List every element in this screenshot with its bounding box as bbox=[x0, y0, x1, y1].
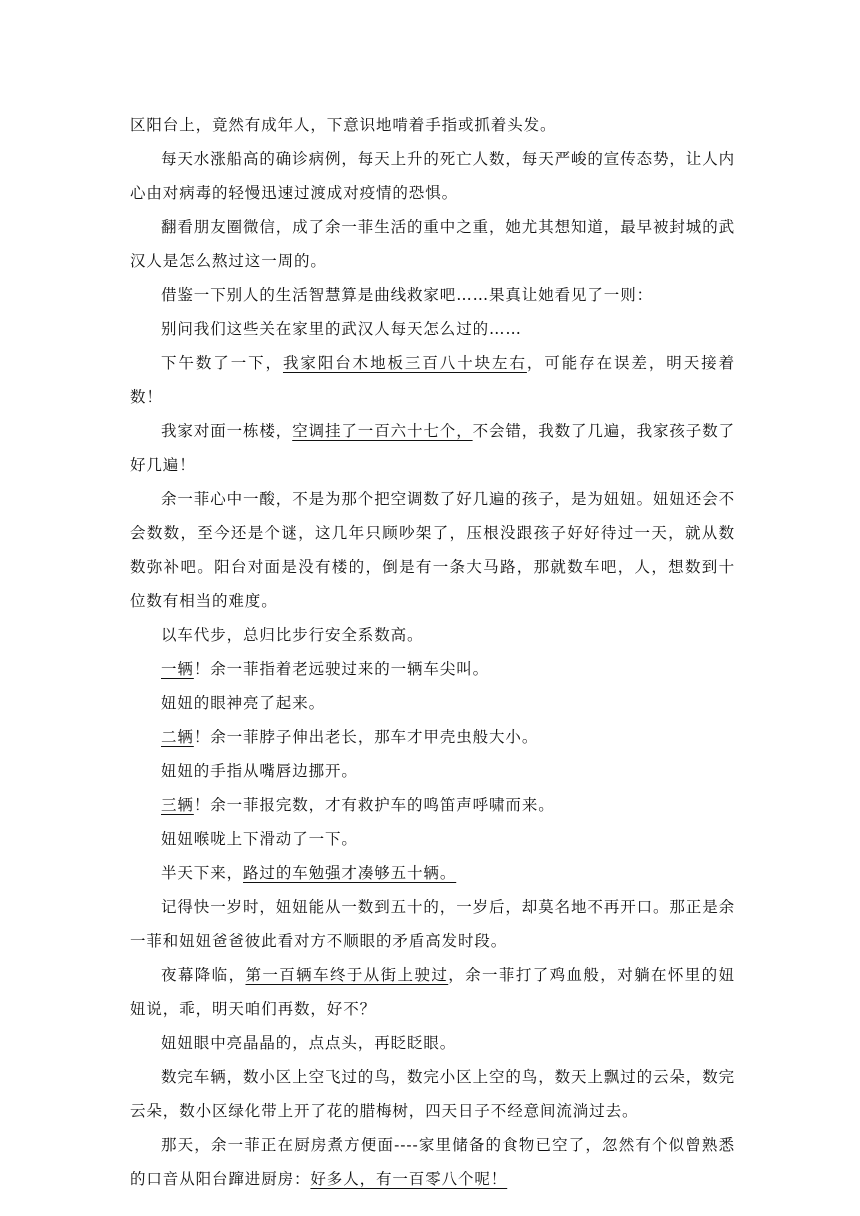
text-run: 翻看朋友圈微信，成了余一菲生活的重中之重，她尤其想知道，最早被封城的武汉人是怎么熬过这一周的。 bbox=[130, 218, 736, 270]
text-run: ！余一菲脖子伸出老长，那车才甲壳虫般大小。 bbox=[193, 728, 539, 746]
text-run: 那天，余一菲正在厨房煮方便面----家里储备的食物已空了，忽然有个似曾熟悉的口音从阳台蹿进厨房： bbox=[130, 1136, 735, 1188]
paragraph bbox=[130, 856, 735, 890]
paragraph bbox=[130, 1128, 735, 1196]
text-run: 余一菲心中一酸，不是为那个把空调数了好几遍的孩子，是为妞妞。妞妞还会不会数数，至今还是个谜，这几年只顾吵架了，压根没跟孩子好好待过一天，就从数数弥补吧。阳台对面是没有楼的，倒是有一条大马路，那就数车吧，人，想数到十位数有相当的难度。 bbox=[130, 490, 736, 610]
underlined-text: 好多人，有一百零八个呢！ bbox=[310, 1170, 508, 1188]
text-run: ！余一菲指着老远驶过来的一辆车尖叫。 bbox=[193, 660, 490, 678]
paragraph bbox=[130, 1060, 735, 1128]
text-run: 数完车辆，数小区上空飞过的鸟，数完小区上空的鸟，数天上飘过的云朵，数完云朵，数小区绿化带上开了花的腊梅树，四天日子不经意间流淌过去。 bbox=[130, 1068, 736, 1120]
underlined-text: 路过的车勉强才凑够五十辆。 bbox=[243, 864, 457, 882]
paragraph bbox=[130, 652, 735, 686]
text-run: 我家对面一栋楼， bbox=[161, 422, 293, 440]
paragraph bbox=[130, 890, 735, 958]
text-run: 夜幕降临， bbox=[161, 966, 246, 984]
document-body bbox=[130, 108, 735, 1196]
underlined-text: 三辆 bbox=[161, 796, 194, 814]
text-run: 不会错，我数了几遍，我家孩子数了好几遍！ bbox=[130, 422, 736, 474]
paragraph bbox=[130, 822, 735, 856]
paragraph bbox=[130, 720, 735, 754]
paragraph bbox=[130, 958, 735, 1026]
text-run: 借鉴一下别人的生活智慧算是曲线救家吧……果真让她看见了一则： bbox=[161, 286, 654, 304]
paragraph bbox=[130, 278, 735, 312]
text-run: 区阳台上，竟然有成年人，下意识地啃着手指或抓着头发。 bbox=[130, 116, 557, 134]
text-run: 下午数了一下， bbox=[161, 354, 283, 372]
text-run: 别问我们这些关在家里的武汉人每天怎么过的…… bbox=[161, 320, 522, 338]
paragraph bbox=[130, 618, 735, 652]
paragraph bbox=[130, 686, 735, 720]
paragraph bbox=[130, 1026, 735, 1060]
paragraph bbox=[130, 346, 735, 414]
underlined-text: 我家阳台木地板三百八十块左右 bbox=[282, 354, 527, 372]
text-run: ！余一菲报完数，才有救护车的鸣笛声呼啸而来。 bbox=[193, 796, 555, 814]
text-run: 妞妞的眼神亮了起来。 bbox=[161, 694, 326, 712]
text-run: 妞妞眼中亮晶晶的，点点头，再眨眨眼。 bbox=[161, 1034, 457, 1052]
text-run: 每天水涨船高的确诊病例，每天上升的死亡人数，每天严峻的宣传态势，让人内心由对病毒的轻慢迅速过渡成对疫情的恐惧。 bbox=[130, 150, 736, 202]
underlined-text: 空调挂了一百六十七个， bbox=[292, 422, 473, 440]
text-run: 妞妞的手指从嘴唇边挪开。 bbox=[161, 762, 358, 780]
paragraph bbox=[130, 788, 735, 822]
paragraph bbox=[130, 312, 735, 346]
paragraph bbox=[130, 414, 735, 482]
paragraph bbox=[130, 210, 735, 278]
paragraph bbox=[130, 482, 735, 618]
paragraph bbox=[130, 754, 735, 788]
text-run: ，可能存在误差，明天接着数！ bbox=[130, 354, 735, 406]
text-run: 以车代步，总归比步行安全系数高。 bbox=[161, 626, 424, 644]
paragraph bbox=[130, 108, 735, 142]
underlined-text: 第一百辆车终于从街上驶过 bbox=[245, 966, 449, 984]
underlined-text: 一辆 bbox=[161, 660, 194, 678]
underlined-text: 二辆 bbox=[161, 728, 194, 746]
paragraph bbox=[130, 142, 735, 210]
text-run: 妞妞喉咙上下滑动了一下。 bbox=[161, 830, 358, 848]
text-run: 记得快一岁时，妞妞能从一数到五十的，一岁后，却莫名地不再开口。那正是余一菲和妞妞爸爸彼此看对方不顺眼的矛盾高发时段。 bbox=[130, 898, 736, 950]
text-run: ，余一菲打了鸡血般，对躺在怀里的妞妞说，乖，明天咱们再数，好不？ bbox=[130, 966, 735, 1018]
text-run: 半天下来， bbox=[161, 864, 244, 882]
